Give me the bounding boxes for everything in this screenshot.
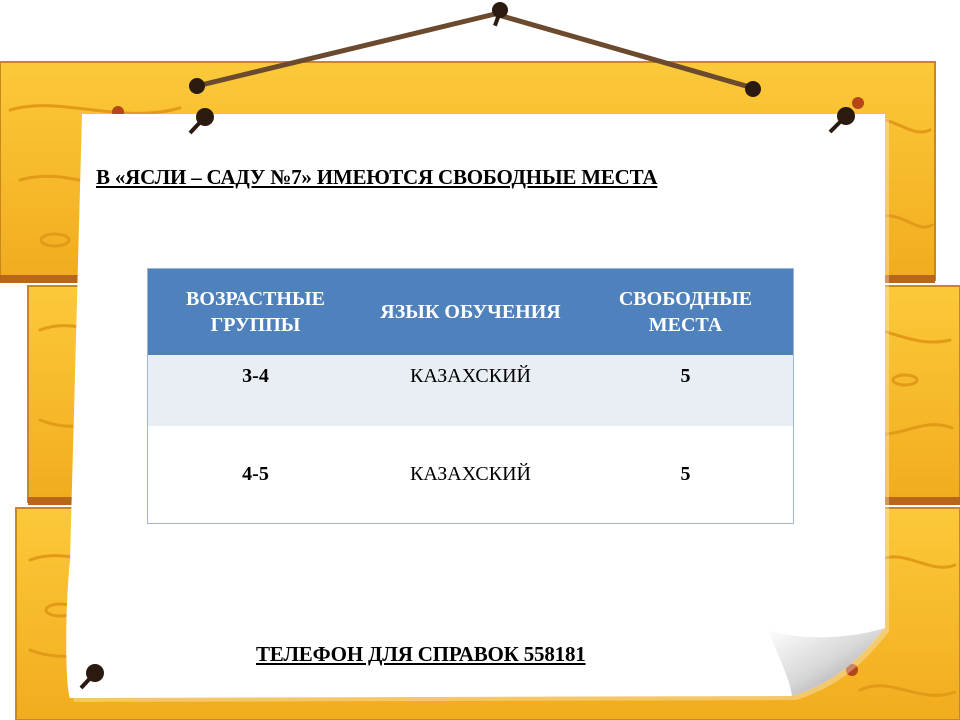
cell-language: КАЗАХСКИЙ bbox=[363, 355, 578, 427]
table-header-row bbox=[148, 269, 793, 355]
header-language: ЯЗЫК ОБУЧЕНИЯ bbox=[363, 269, 578, 355]
header-age-groups: ВОЗРАСТНЫЕ ГРУППЫ bbox=[148, 269, 363, 355]
rope-pin-right bbox=[745, 81, 761, 97]
table-row bbox=[148, 355, 793, 427]
cell-age: 3-4 bbox=[148, 355, 363, 427]
header-free-seats: СВОБОДНЫЕ МЕСТА bbox=[578, 269, 793, 355]
cell-seats: 5 bbox=[578, 427, 793, 549]
cell-seats: 5 bbox=[578, 355, 793, 427]
cell-age: 4-5 bbox=[148, 427, 363, 549]
vacancy-table bbox=[148, 269, 793, 548]
table-row bbox=[148, 427, 793, 549]
notice-title: В «ЯСЛИ – САДУ №7» ИМЕЮТСЯ СВОБОДНЫЕ МЕСТА bbox=[96, 165, 658, 189]
cell-language: КАЗАХСКИЙ bbox=[363, 427, 578, 549]
rope-pin-left bbox=[189, 78, 205, 94]
phone-info: ТЕЛЕФОН ДЛЯ СПРАВОК 558181 bbox=[256, 642, 586, 666]
